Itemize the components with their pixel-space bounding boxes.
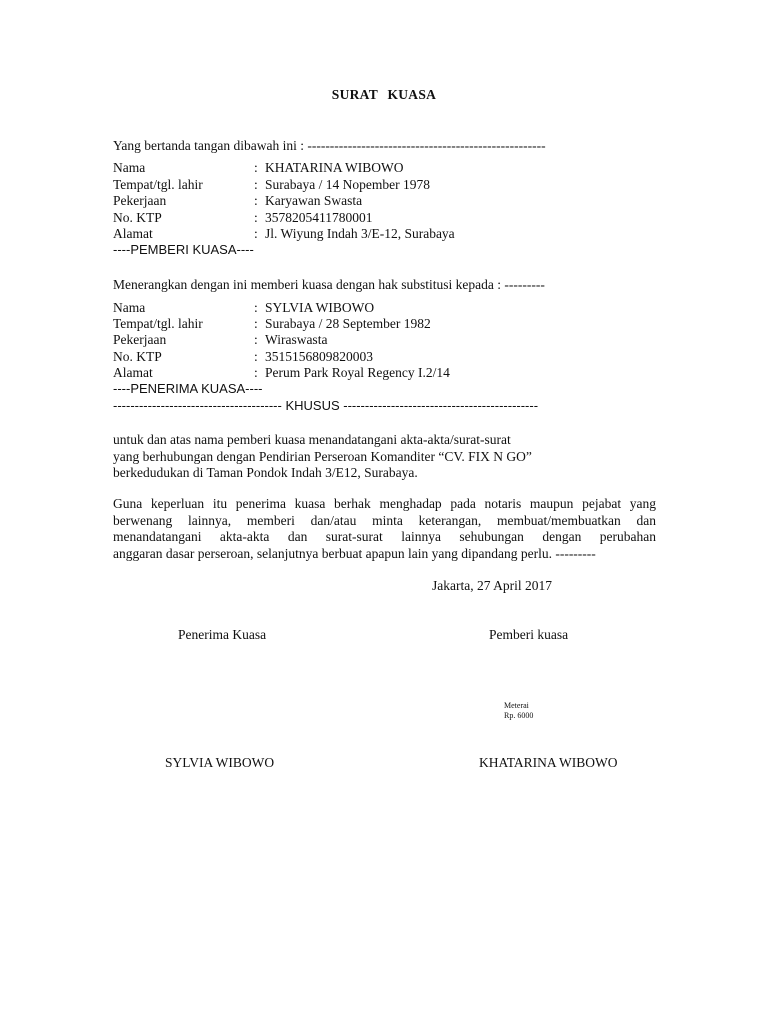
field-colon: :	[254, 177, 258, 192]
field-label: Alamat	[113, 226, 153, 241]
field-colon: :	[254, 349, 258, 364]
document-title: SURAT KUASA	[331, 87, 437, 102]
field-colon: :	[254, 365, 258, 380]
penerima-caption: ----PENERIMA KUASA----	[113, 381, 263, 396]
menerangkan-line: Menerangkan dengan ini memberi kuasa dengan hak substitusi kepada : ---------	[113, 277, 545, 292]
field-colon: :	[254, 316, 258, 331]
paragraph-line: untuk dan atas nama pemberi kuasa menandatangani akta-akta/surat-surat	[113, 432, 511, 447]
field-value: 3578205411780001	[265, 210, 373, 225]
field-value: Jl. Wiyung Indah 3/E-12, Surabaya	[265, 226, 455, 241]
field-value: Surabaya / 14 Nopember 1978	[265, 177, 430, 192]
field-value: SYLVIA WIBOWO	[265, 300, 375, 315]
field-value: KHATARINA WIBOWO	[265, 160, 404, 175]
penerima-signature-name: SYLVIA WIBOWO	[165, 755, 275, 770]
field-value: 3515156809820003	[265, 349, 373, 364]
paragraph-line: menandatangani akta-akta dan surat-surat lainnya sehubungan dengan perubahan	[113, 529, 656, 545]
pemberi-role-label: Pemberi kuasa	[489, 627, 569, 642]
pemberi-signature-name: KHATARINA WIBOWO	[479, 755, 618, 770]
paragraph-purpose	[113, 432, 656, 482]
meterai-label: Meterai	[504, 701, 529, 710]
field-label: No. KTP	[113, 349, 162, 364]
khusus-line: --------------------------------------- KHUSUS ---------------------------------------------	[113, 398, 539, 413]
field-value: Perum Park Royal Regency I.2/14	[265, 365, 450, 380]
paragraph-line: Guna keperluan itu penerima kuasa berhak menghadap pada notaris maupun pejabat yang	[113, 496, 656, 511]
intro-line: Yang bertanda tangan dibawah ini : -----------------------------------------------------	[113, 138, 546, 153]
penerima-role-label: Penerima Kuasa	[178, 627, 267, 642]
field-colon: :	[254, 160, 258, 175]
field-label: Nama	[113, 160, 146, 175]
meterai-value: Rp. 6000	[504, 711, 534, 720]
paragraph-line: berkedudukan di Taman Pondok Indah 3/E12, Surabaya.	[113, 465, 418, 481]
field-label: Pekerjaan	[113, 332, 167, 347]
paragraph-line: yang berhubungan dengan Pendirian Perseroan Komanditer “CV. FIX N GO”	[113, 448, 532, 464]
field-label: Tempat/tgl. lahir	[113, 316, 203, 331]
field-colon: :	[254, 210, 258, 225]
field-colon: :	[254, 300, 258, 315]
field-label: Tempat/tgl. lahir	[113, 177, 203, 192]
field-label: Pekerjaan	[113, 193, 167, 208]
field-colon: :	[254, 226, 258, 241]
field-colon: :	[254, 193, 258, 208]
field-label: Nama	[113, 300, 146, 315]
field-label: Alamat	[113, 365, 153, 380]
field-value: Karyawan Swasta	[265, 193, 363, 208]
field-value: Surabaya / 28 September 1982	[265, 316, 431, 331]
paragraph-authority	[113, 496, 656, 562]
pemberi-caption: ----PEMBERI KUASA----	[113, 242, 254, 257]
field-label: No. KTP	[113, 210, 162, 225]
place-date: Jakarta, 27 April 2017	[432, 578, 552, 593]
field-value: Wiraswasta	[265, 332, 328, 347]
paragraph-line: anggaran dasar perseroan, selanjutnya berbuat apapun lain yang dipandang perlu. ---------	[113, 545, 596, 561]
field-colon: :	[254, 332, 258, 347]
paragraph-line: berwenang lainnya, memberi dan/atau minta keterangan, membuat/membuatkan dan	[113, 512, 656, 528]
